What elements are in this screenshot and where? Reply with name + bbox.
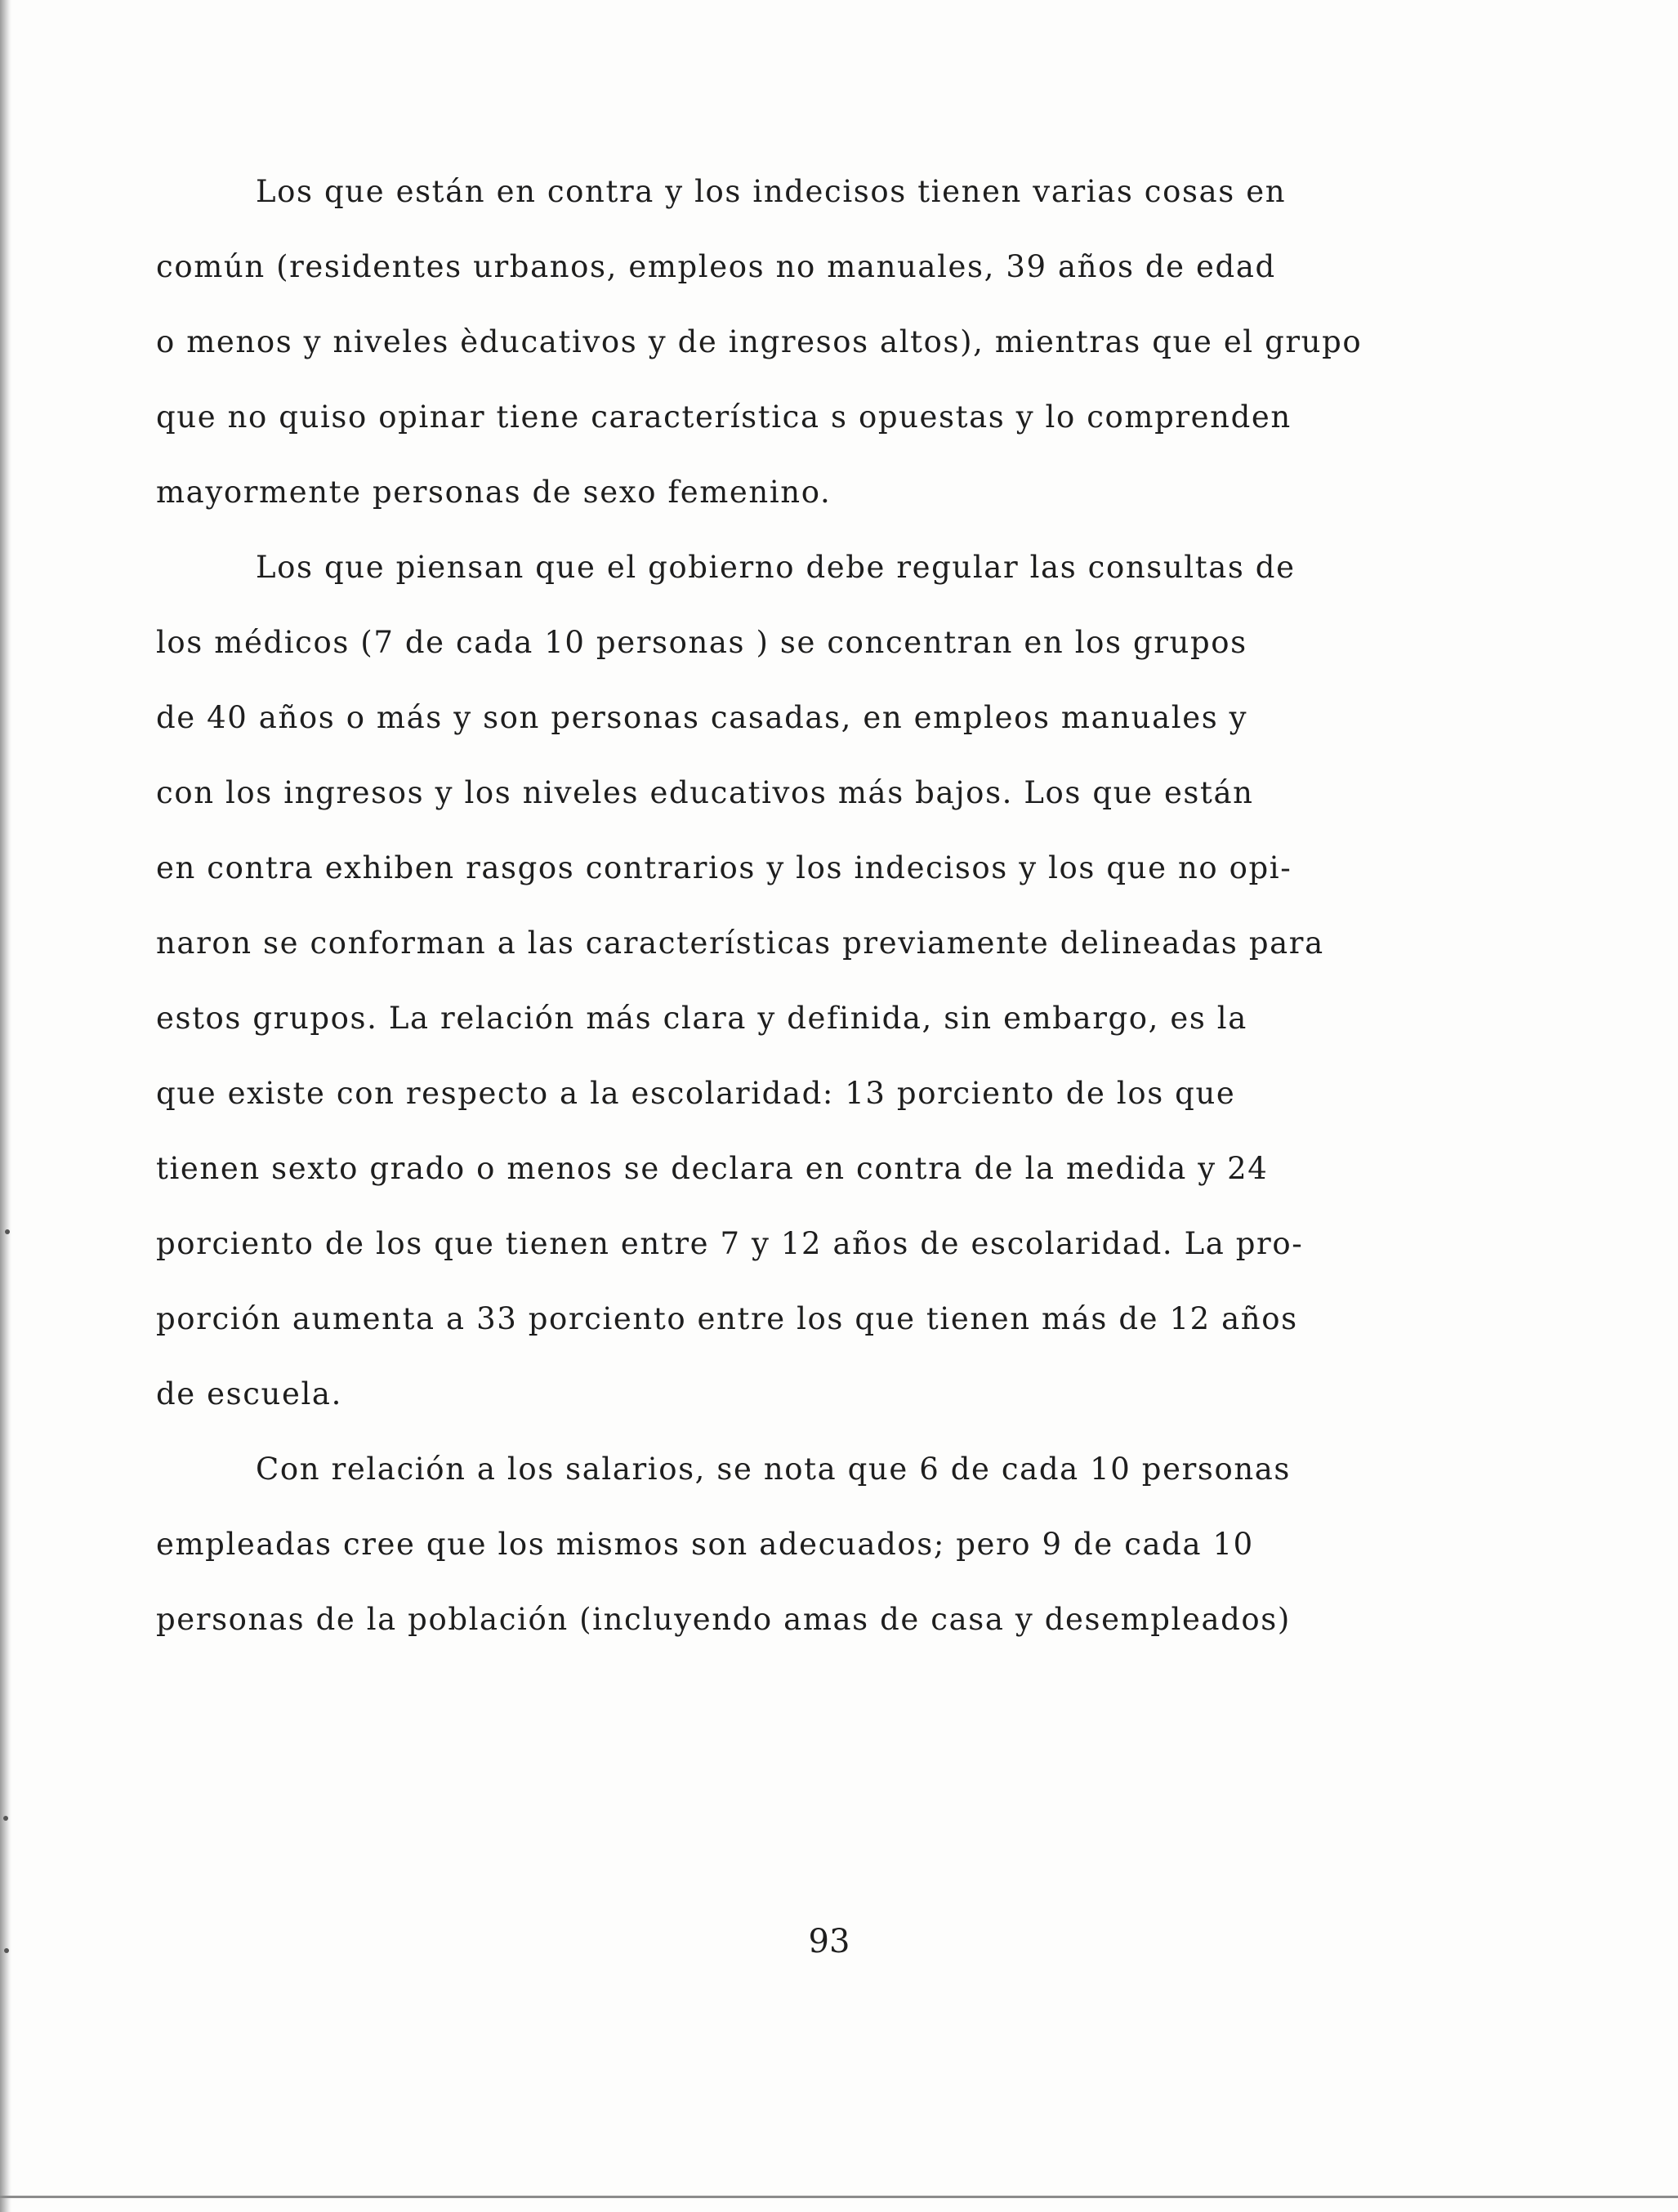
paragraph-line: en contra exhiben rasgos contrarios y los indecisos y los que no opi- bbox=[156, 850, 1292, 885]
paragraph-line: estos grupos. La relación más clara y definida, sin embargo, es la bbox=[156, 1001, 1247, 1036]
scan-speck bbox=[5, 1229, 10, 1234]
paragraph-line: porción aumenta a 33 porciento entre los que tienen más de 12 años bbox=[156, 1301, 1298, 1336]
paragraph-line: mayormente personas de sexo femenino. bbox=[156, 475, 832, 510]
paragraph-line: o menos y niveles èducativos y de ingresos altos), mientras que el grupo bbox=[156, 324, 1363, 359]
paragraph-line: Los que piensan que el gobierno debe regular las consultas de bbox=[256, 550, 1296, 585]
paragraph-line: Los que están en contra y los indecisos tienen varias cosas en bbox=[256, 174, 1287, 209]
scan-speck bbox=[3, 1816, 8, 1821]
paragraph-line: personas de la población (incluyendo amas de casa y desempleados) bbox=[156, 1602, 1291, 1637]
paragraph-line: Con relación a los salarios, se nota que 6 de cada 10 personas bbox=[256, 1452, 1291, 1487]
page-number: 93 bbox=[808, 1923, 850, 1960]
scan-speck bbox=[4, 1948, 9, 1953]
paragraph-line: de escuela. bbox=[156, 1376, 342, 1411]
paragraph-line: naron se conforman a las características previamente delineadas para bbox=[156, 925, 1324, 961]
paragraph-line: que existe con respecto a la escolaridad: 13 porciento de los que bbox=[156, 1076, 1236, 1111]
paragraph-line: porciento de los que tienen entre 7 y 12 años de escolaridad. La pro- bbox=[156, 1226, 1304, 1261]
paragraph-line: común (residentes urbanos, empleos no manuales, 39 años de edad bbox=[156, 249, 1276, 284]
scan-left-edge bbox=[0, 0, 11, 2212]
paragraph-line: los médicos (7 de cada 10 personas ) se concentran en los grupos bbox=[156, 625, 1247, 660]
paragraph-line: tienen sexto grado o menos se declara en contra de la medida y 24 bbox=[156, 1151, 1269, 1186]
scan-bottom-edge bbox=[0, 2196, 1678, 2198]
paragraph-line: que no quiso opinar tiene característica s opuestas y lo comprenden bbox=[156, 399, 1292, 435]
paragraph-line: de 40 años o más y son personas casadas, en empleos manuales y bbox=[156, 700, 1248, 735]
paragraph-line: con los ingresos y los niveles educativos más bajos. Los que están bbox=[156, 775, 1254, 810]
paragraph-line: empleadas cree que los mismos son adecuados; pero 9 de cada 10 bbox=[156, 1527, 1254, 1562]
